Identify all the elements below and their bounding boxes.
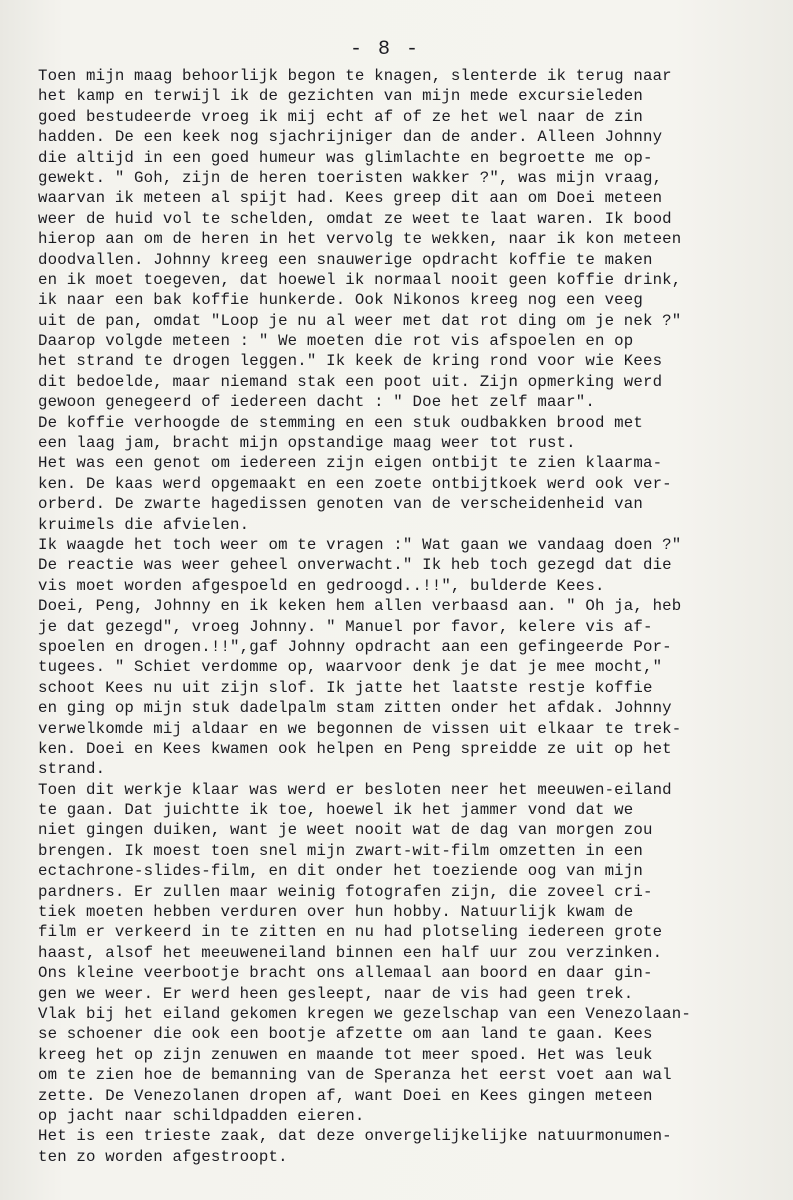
text-line: die altijd in een goed humeur was glimlachte en begroette me op- — [38, 148, 653, 167]
text-line: te gaan. Dat juichtte ik toe, hoewel ik het jammer vond dat we — [38, 801, 634, 820]
text-line: strand. — [38, 760, 106, 779]
text-line: ken. De kaas werd opgemaakt en een zoete ontbijtkoek werd ook ver- — [38, 474, 672, 493]
typed-text-body — [38, 66, 778, 1167]
text-line: tiek moeten hebben verduren over hun hobby. Natuurlijk kwam de — [38, 903, 634, 922]
text-line: Ons kleine veerbootje bracht ons allemaal aan boord en daar gin- — [38, 964, 653, 983]
text-line: Doei, Peng, Johnny en ik keken hem allen verbaasd aan. " Oh ja, heb — [38, 597, 682, 616]
text-line: goed bestudeerde vroeg ik mij echt af of ze het wel naar de zin — [38, 107, 643, 126]
text-line: schoot Kees nu uit zijn slof. Ik jatte het laatste restje koffie — [38, 678, 653, 697]
text-line: ten zo worden afgestroopt. — [38, 1147, 288, 1166]
text-line: dit bedoelde, maar niemand stak een poot uit. Zijn opmerking werd — [38, 372, 663, 391]
text-line: brengen. Ik moest toen snel mijn zwart-wit-film omzetten in een — [38, 841, 643, 860]
text-line: je dat gezegd", vroeg Johnny. " Manuel por favor, kelere vis af- — [38, 617, 653, 636]
text-line: De koffie verhoogde de stemming en een stuk oudbakken brood met — [38, 413, 643, 432]
text-line: verwelkomde mij aldaar en we begonnen de vissen uit elkaar te trek- — [38, 719, 682, 738]
text-line: gewoon genegeerd of iedereen dacht : " Doe het zelf maar". — [38, 393, 595, 412]
text-line: pardners. Er zullen maar weinig fotografen zijn, die zoveel cri- — [38, 882, 653, 901]
text-line: gen we weer. Er werd heen gesleept, naar de vis had geen trek. — [38, 984, 634, 1003]
text-line: Toen mijn maag behoorlijk begon te knagen, slenterde ik terug naar — [38, 67, 672, 85]
text-line: tugees. " Schiet verdomme op, waarvoor denk je dat je mee mocht," — [38, 658, 663, 677]
text-line: gewekt. " Goh, zijn de heren toeristen wakker ?", was mijn vraag, — [38, 168, 663, 187]
text-line: uit de pan, omdat "Loop je nu al weer met dat rot ding om je nek ?" — [38, 311, 682, 330]
text-line: ken. Doei en Kees kwamen ook helpen en Peng spreidde ze uit op het — [38, 739, 672, 758]
text-line: het strand te drogen leggen." Ik keek de kring rond voor wie Kees — [38, 352, 663, 371]
text-line: en ik moet toegeven, dat hoewel ik normaal nooit geen koffie drink, — [38, 270, 682, 289]
text-line: doodvallen. Johnny kreeg een snauwerige opdracht koffie te maken — [38, 250, 653, 269]
text-line: Het is een trieste zaak, dat deze onvergelijkelijke natuurmonumen- — [38, 1127, 672, 1146]
text-line: kruimels die afvielen. — [38, 515, 250, 534]
text-line: vis moet worden afgespoeld en gedroogd..!!", bulderde Kees. — [38, 576, 605, 595]
text-line: spoelen en drogen.!!",gaf Johnny opdracht aan een gefingeerde Por- — [38, 637, 672, 656]
text-line: kreeg het op zijn zenuwen en maande tot meer spoed. Het was leuk — [38, 1045, 653, 1064]
text-line: haast, alsof het meeuweneiland binnen een half uur zou verzinken. — [38, 943, 663, 962]
text-line: De reactie was weer geheel onverwacht." Ik heb toch gezegd dat die — [38, 556, 672, 575]
text-line: se schoener die ook een bootje afzette om aan land te gaan. Kees — [38, 1025, 653, 1044]
text-line: hadden. De een keek nog sjachrijniger dan de ander. Alleen Johnny — [38, 128, 663, 147]
text-line: ectachrone-slides-film, en dit onder het toeziende oog van mijn — [38, 862, 643, 881]
text-line: niet gingen duiken, want je weet nooit wat de dag van morgen zou — [38, 821, 653, 840]
text-line: Vlak bij het eiland gekomen kregen we gezelschap van een Venezolaan- — [38, 1004, 691, 1023]
text-line: zette. De Venezolanen dropen af, want Doei en Kees gingen meteen — [38, 1086, 653, 1105]
text-line: op jacht naar schildpadden eieren. — [38, 1106, 365, 1125]
text-line: orberd. De zwarte hagedissen genoten van de verscheidenheid van — [38, 495, 643, 514]
text-line: Toen dit werkje klaar was werd er besloten neer het meeuwen-eiland — [38, 780, 672, 799]
text-line: ik naar een bak koffie hunkerde. Ook Nikonos kreeg nog een veeg — [38, 291, 643, 310]
text-line: een laag jam, bracht mijn opstandige maag weer tot rust. — [38, 434, 576, 453]
text-line: om te zien hoe de bemanning van de Speranza het eerst voet aan wal — [38, 1066, 672, 1085]
text-line: het kamp en terwijl ik de gezichten van mijn mede excursieleden — [38, 87, 643, 106]
text-line: Het was een genot om iedereen zijn eigen ontbijt te zien klaarma- — [38, 454, 663, 473]
text-line: hierop aan om de heren in het vervolg te wekken, naar ik kon meteen — [38, 230, 682, 249]
text-line: film er verkeerd in te zitten en nu had plotseling iedereen grote — [38, 923, 663, 942]
page-number: - 8 - — [349, 38, 420, 61]
text-line: Ik waagde het toch weer om te vragen :" Wat gaan we vandaag doen ?" — [38, 535, 682, 554]
text-line: waarvan ik meteen al spijt had. Kees greep dit aan om Doei meteen — [38, 189, 663, 208]
text-line: en ging op mijn stuk dadelpalm stam zitten onder het afdak. Johnny — [38, 699, 672, 718]
text-line: Daarop volgde meteen : " We moeten die rot vis afspoelen en op — [38, 332, 634, 351]
text-line: weer de huid vol te schelden, omdat ze weet te laat waren. Ik bood — [38, 209, 672, 228]
